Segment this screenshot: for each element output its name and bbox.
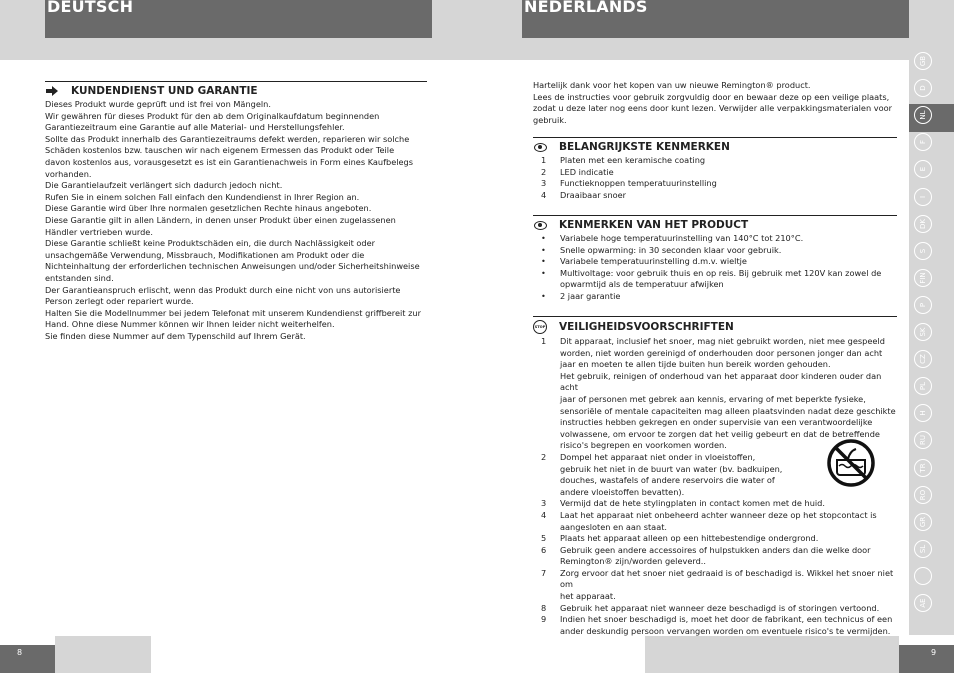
bullet bbox=[533, 279, 560, 291]
list-item bbox=[533, 256, 897, 268]
item-text: aangesloten en aan staat. bbox=[560, 521, 668, 532]
item-text: Snelle opwarming: in 30 seconden klaar voor gebruik. bbox=[560, 244, 782, 255]
text-line: Lees de instructies voor gebruik zorgvuldig door en bewaar deze op een veilige plaats, bbox=[533, 91, 890, 102]
language-tab-gr[interactable]: GR bbox=[914, 513, 932, 531]
list-item bbox=[533, 291, 897, 303]
item-number bbox=[533, 359, 560, 371]
list-item bbox=[533, 510, 897, 522]
item-text: het apparaat. bbox=[560, 591, 616, 602]
language-tab-f[interactable]: F bbox=[914, 133, 932, 151]
list-item bbox=[533, 556, 897, 568]
text-line: Hand. Ohne diese Nummer können wir Ihnen leider nicht weiterhelfen. bbox=[45, 319, 335, 330]
item-text: 2 jaar garantie bbox=[560, 290, 621, 301]
section-heading bbox=[533, 316, 897, 334]
bullet: • bbox=[541, 256, 546, 267]
product-list bbox=[533, 233, 897, 303]
bullet: • bbox=[541, 290, 546, 301]
item-text: Variabele temperatuurinstelling d.m.v. wieltje bbox=[560, 256, 747, 267]
item-text: sensoriële of mentale capaciteiten mag alleen plaatsvinden nadat deze geschikte bbox=[560, 405, 896, 416]
list-item bbox=[533, 533, 897, 545]
text-line: davon kostenlos aus, vorausgesetzt es ist ein Garantienachweis in Form eines Kaufbelegs bbox=[45, 156, 414, 167]
item-text: volwassene, om ervoor te zorgen dat het veilig gebeurt en dat de betreffende bbox=[560, 428, 880, 439]
language-tab-sl[interactable]: SL bbox=[914, 540, 932, 558]
item-text: risico's begrepen en voorkomen worden. bbox=[560, 440, 727, 451]
item-number bbox=[533, 464, 560, 476]
list-item bbox=[533, 167, 897, 179]
item-number bbox=[533, 429, 560, 441]
footer-right-light bbox=[645, 636, 899, 673]
list-item bbox=[533, 545, 897, 557]
item-number: 9 bbox=[541, 614, 547, 625]
item-text: ander deskundig persoon vervangen worden om eventuele risico's te vermijden. bbox=[560, 625, 891, 636]
section-kundendienst bbox=[45, 81, 427, 342]
item-number: 3 bbox=[541, 498, 547, 509]
language-tab-fin[interactable]: FIN bbox=[914, 269, 932, 287]
item-number: 4 bbox=[541, 189, 547, 200]
section-heading bbox=[533, 215, 897, 231]
page-number-right: 9 bbox=[931, 648, 937, 657]
list-item bbox=[533, 348, 897, 360]
header-bar-right bbox=[522, 0, 909, 38]
stop-icon: STOP bbox=[533, 320, 547, 334]
list-item bbox=[533, 245, 897, 257]
eye-icon bbox=[533, 221, 547, 230]
text-line: Garantiezeitraum eine Garantie auf alle Material- und Herstellungsfehler. bbox=[45, 122, 345, 133]
arrow-right-icon bbox=[45, 86, 59, 96]
list-item bbox=[533, 155, 897, 167]
item-text: Plaats het apparaat alleen op een hittebestendige ondergrond. bbox=[560, 533, 819, 544]
list-item bbox=[533, 603, 897, 615]
list-item bbox=[533, 233, 897, 245]
section-title: VEILIGHEIDSVOORSCHRIFTEN bbox=[559, 321, 734, 333]
language-tab-ru[interactable]: RU bbox=[914, 431, 932, 449]
item-text: jaar en moeten te allen tijde buiten hun bereik worden gehouden. bbox=[560, 359, 831, 370]
text-line: Diese Garantie wird über Ihre normalen gesetzlichen Rechte hinaus angeboten. bbox=[45, 203, 372, 214]
text-line: Händler vertrieben wurde. bbox=[45, 226, 153, 237]
header-title-nederlands: NEDERLANDS bbox=[524, 0, 648, 16]
item-text: Zorg ervoor dat het snoer niet gedraaid is of beschadigd is. Wikkel het snoer niet om bbox=[560, 567, 894, 590]
language-tab-nl[interactable]: NL bbox=[914, 106, 932, 124]
item-text: Dit apparaat, inclusief het snoer, mag niet gebruikt worden, niet mee gespeeld bbox=[560, 336, 885, 346]
list-item bbox=[533, 279, 897, 291]
page-number-left: 8 bbox=[17, 648, 23, 657]
intro-block bbox=[533, 80, 895, 126]
item-text: LED indicatie bbox=[560, 166, 614, 177]
language-tab-gb[interactable]: GB bbox=[914, 52, 932, 70]
text-line: Diese Garantie gilt in allen Ländern, in denen unser Produkt über einen zugelassenen bbox=[45, 214, 396, 225]
text-line: gebruik. bbox=[533, 114, 567, 125]
section-belangrijkste-kenmerken bbox=[533, 137, 897, 201]
text-line: unsachgemäße Verwendung, Missbrauch, Modifikationen am Produkt oder die bbox=[45, 249, 365, 260]
item-text: douches, wastafels of andere reservoirs die water of bbox=[560, 475, 775, 486]
item-number bbox=[533, 440, 560, 452]
language-tab-p[interactable]: P bbox=[914, 296, 932, 314]
section-title: KENMERKEN VAN HET PRODUCT bbox=[559, 219, 749, 231]
item-number: 6 bbox=[541, 544, 547, 555]
list-item bbox=[533, 268, 897, 280]
text-line: Hartelijk dank voor het kopen van uw nieuwe Remington® product. bbox=[533, 80, 811, 90]
item-number: 2 bbox=[541, 451, 547, 462]
item-text: Platen met een keramische coating bbox=[560, 155, 706, 165]
list-item bbox=[533, 178, 897, 190]
item-number bbox=[533, 406, 560, 418]
item-number: 1 bbox=[541, 336, 547, 346]
language-tab-cz[interactable]: CZ bbox=[914, 350, 932, 368]
item-text: gebruik het niet in de buurt van water (bv. badkuipen, bbox=[560, 463, 783, 474]
item-number bbox=[533, 417, 560, 429]
language-tab-s[interactable]: S bbox=[914, 242, 932, 260]
item-number bbox=[533, 348, 560, 360]
text-line: Schäden kostenlos bzw. tauschen wir nach eigenem Ermessen das Produkt oder Teile bbox=[45, 145, 395, 156]
text-line: Person zerlegt oder repariert wurde. bbox=[45, 296, 194, 307]
item-text: Remington® zijn/worden geleverd.. bbox=[560, 556, 706, 567]
language-tab-sk[interactable]: SK bbox=[914, 323, 932, 341]
language-tab-e[interactable]: E bbox=[914, 160, 932, 178]
list-item bbox=[533, 522, 897, 534]
text-line: vorhanden. bbox=[45, 168, 92, 179]
header-title-deutsch: DEUTSCH bbox=[47, 0, 134, 16]
language-tab-ro[interactable]: RO bbox=[914, 486, 932, 504]
item-text: andere vloeistoffen bevatten). bbox=[560, 486, 685, 497]
text-line: Die Garantielaufzeit verlängert sich dadurch jedoch nicht. bbox=[45, 180, 283, 191]
item-text: Functieknoppen temperatuurinstelling bbox=[560, 178, 717, 189]
item-number: 3 bbox=[541, 178, 547, 189]
list-item bbox=[533, 406, 897, 418]
item-number: 1 bbox=[541, 155, 547, 165]
item-text: Vermijd dat de hete stylingplaten in contact komen met de huid. bbox=[560, 498, 825, 509]
footer-left-dark bbox=[0, 645, 55, 673]
bullet: • bbox=[541, 233, 546, 243]
list-item bbox=[533, 498, 897, 510]
item-text: Multivoltage: voor gebruik thuis en op reis. Bij gebruik met 120V kan zowel de bbox=[560, 267, 882, 278]
item-text: Indien het snoer beschadigd is, moet het door de fabrikant, een technicus of een bbox=[560, 614, 893, 625]
section-heading bbox=[533, 137, 897, 153]
bullet: • bbox=[541, 267, 546, 278]
text-line: Der Garantieanspruch erlischt, wenn das Produkt durch eine nicht von uns autorisierte bbox=[45, 284, 401, 295]
language-tab-pl[interactable]: PL bbox=[914, 377, 932, 395]
no-water-warning-icon bbox=[826, 438, 876, 488]
text-line: zodat u deze later nog eens door kunt lezen. Verwijder alle verpakkingsmaterialen voor bbox=[533, 103, 892, 114]
text-line: Diese Garantie schließt keine Produktschäden ein, die durch Nachlässigkeit oder bbox=[45, 238, 376, 249]
item-number bbox=[533, 626, 560, 638]
item-number: 2 bbox=[541, 166, 547, 177]
item-text: jaar of personen met gebrek aan kennis, ervaring of met beperkte fysieke, bbox=[560, 393, 866, 404]
item-number bbox=[533, 556, 560, 568]
item-number bbox=[533, 475, 560, 487]
item-number bbox=[533, 522, 560, 534]
footer-right-dark bbox=[899, 645, 954, 673]
language-tab-unlabeled[interactable] bbox=[914, 567, 932, 585]
text-line: Halten Sie die Modellnummer bei jedem Telefonat mit unserem Kundendienst griffbereit zur bbox=[45, 307, 421, 318]
item-text: Variabele hoge temperatuurinstelling van 140°C tot 210°C. bbox=[560, 233, 804, 243]
item-text: opwarmtijd als de temperatuur afwijken bbox=[560, 279, 724, 290]
footer-left-light bbox=[55, 636, 151, 673]
item-text: Draaibaar snoer bbox=[560, 189, 627, 200]
eye-icon bbox=[533, 143, 547, 152]
item-text: worden, niet worden gereinigd of onderhouden door personen jonger dan acht bbox=[560, 347, 883, 358]
section-kenmerken-product bbox=[533, 215, 897, 303]
list-item bbox=[533, 371, 897, 394]
list-item bbox=[533, 394, 897, 406]
item-number bbox=[533, 591, 560, 603]
item-number: 8 bbox=[541, 602, 547, 613]
list-item bbox=[533, 568, 897, 591]
list-item bbox=[533, 336, 897, 348]
item-text: Het gebruik, reinigen of onderhoud van het apparaat door kinderen ouder dan acht bbox=[560, 370, 882, 393]
text-line: Sie finden diese Nummer auf dem Typenschild auf Ihrem Gerät. bbox=[45, 330, 306, 341]
list-item bbox=[533, 614, 897, 626]
item-text: Gebruik geen andere accessoires of hulpstukken anders dan die welke door bbox=[560, 544, 871, 555]
item-text: Gebruik het apparaat niet wanneer deze beschadigd is of storingen vertoond. bbox=[560, 602, 880, 613]
text-line: Sollte das Produkt innerhalb des Garantiezeitraums defekt werden, reparieren wir solche bbox=[45, 133, 410, 144]
language-tab-i[interactable]: I bbox=[914, 188, 932, 206]
item-text: Dompel het apparaat niet onder in vloeistoffen, bbox=[560, 451, 756, 462]
item-text: Laat het apparaat niet onbeheerd achter wanneer deze op het stopcontact is bbox=[560, 509, 877, 520]
item-text: instructies hebben gekregen en onder supervisie van een verantwoordelijke bbox=[560, 417, 873, 428]
list-item bbox=[533, 487, 897, 499]
features-list bbox=[533, 155, 897, 201]
header-bar-left bbox=[45, 0, 432, 38]
list-item bbox=[533, 591, 897, 603]
language-tab-tr[interactable]: TR bbox=[914, 459, 932, 477]
section-title: KUNDENDIENST UND GARANTIE bbox=[71, 85, 258, 97]
item-number bbox=[533, 394, 560, 406]
item-number: 4 bbox=[541, 509, 547, 520]
section-title: BELANGRIJKSTE KENMERKEN bbox=[559, 141, 730, 153]
language-tab-d[interactable]: D bbox=[914, 79, 932, 97]
text-line: entstanden sind. bbox=[45, 272, 114, 283]
item-number: 7 bbox=[541, 567, 547, 578]
list-item bbox=[533, 417, 897, 429]
intro-text bbox=[533, 80, 895, 126]
language-tab-dk[interactable]: DK bbox=[914, 215, 932, 233]
item-number bbox=[533, 487, 560, 499]
text-line: Dieses Produkt wurde geprüft und ist frei von Mängeln. bbox=[45, 99, 271, 109]
list-item bbox=[533, 190, 897, 202]
bullet: • bbox=[541, 244, 546, 255]
text-line: Wir gewähren für dieses Produkt für den ab dem Originalkaufdatum beginnenden bbox=[45, 110, 380, 121]
item-number: 5 bbox=[541, 533, 547, 544]
text-line: Nichteinhaltung der erforderlichen technischen Anweisungen und/oder Sicherheitshinweise bbox=[45, 261, 420, 272]
warranty-text bbox=[45, 99, 427, 342]
language-tab-h[interactable]: H bbox=[914, 404, 932, 422]
list-item bbox=[533, 359, 897, 371]
item-number bbox=[533, 371, 560, 394]
language-tab-ae[interactable]: AE bbox=[914, 594, 932, 612]
text-line: Rufen Sie in einem solchen Fall einfach den Kundendienst in Ihrer Region an. bbox=[45, 191, 360, 202]
section-heading bbox=[45, 81, 427, 97]
